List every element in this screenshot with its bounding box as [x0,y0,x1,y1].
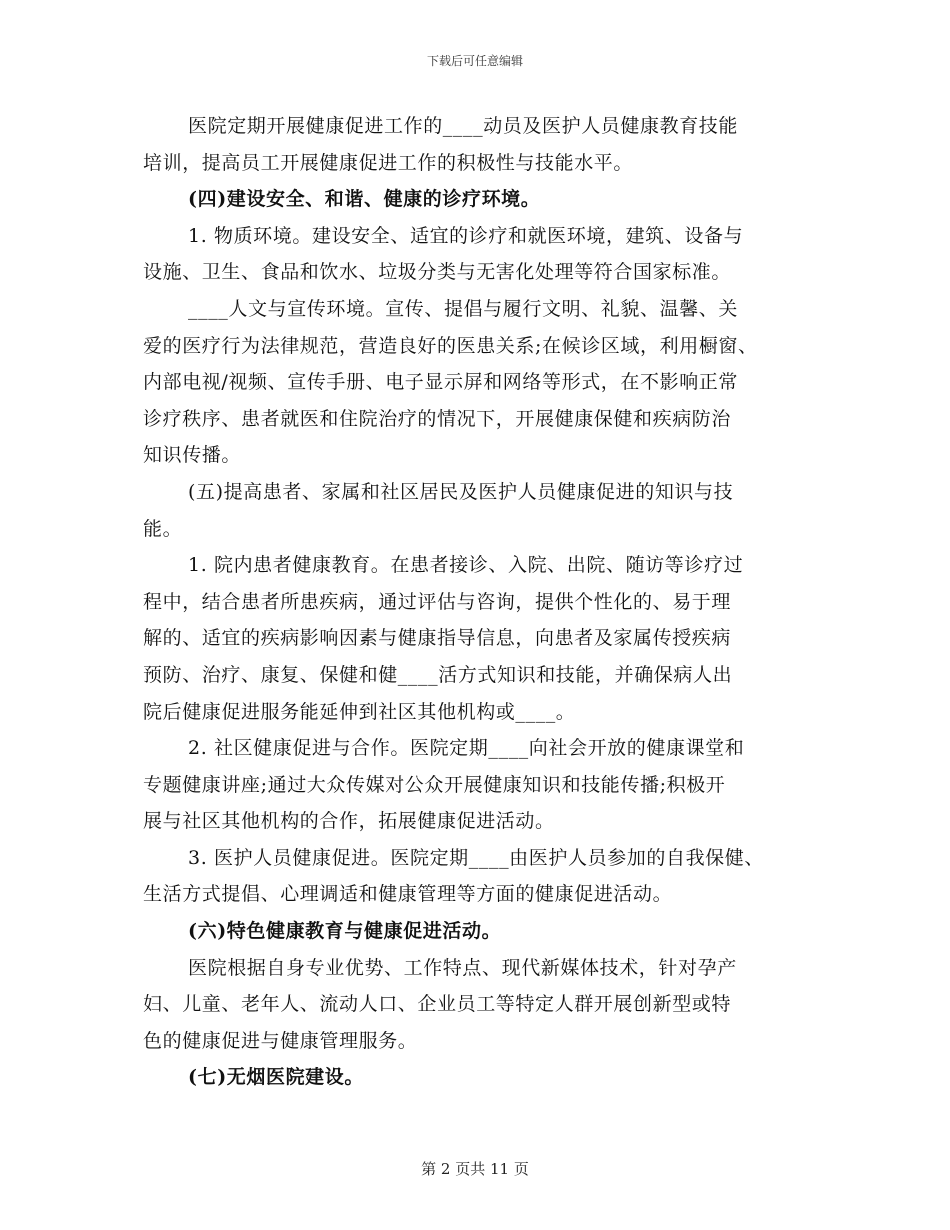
text-line: 能。 [143,517,183,540]
page-footer: 第 2 页共 11 页 [421,1160,529,1178]
text-line: 预防、治疗、康复、保健和健____活方式知识和技能，并确保病人出 [143,663,733,686]
text-line: 知识传播。 [143,444,242,467]
text-line: (五)提高患者、家属和社区居民及医护人员健康促进的知识与技 [188,480,734,503]
text-line: 设施、卫生、食品和饮水、垃圾分类与无害化处理等符合国家标准。 [143,261,732,284]
text-line: 1. 院内患者健康教育。在患者接诊、入院、出院、随访等诊疗过 [188,554,744,577]
text-line: 院后健康促进服务能延伸到社区其他机构或____。 [143,700,576,723]
document-body [143,108,823,1096]
section-heading: (七)无烟医院建设。 [188,1066,364,1089]
text-line: 2. 社区健康促进与合作。医院定期____向社会开放的健康课堂和 [188,737,745,760]
page-header: 下载后可任意编辑 [426,54,523,68]
section-heading: (四)建设安全、和谐、健康的诊疗环境。 [188,188,541,211]
text-line: 程中，结合患者所患疾病，通过评估与咨询，提供个性化的、易于理 [143,590,732,613]
text-line: 医院根据自身专业优势、工作特点、现代新媒体技术，针对孕产 [188,956,737,979]
text-line: 内部电视/视频、宣传手册、电子显示屏和网络等形式，在不影响正常 [143,371,739,394]
text-line: 色的健康促进与健康管理服务。 [143,1029,418,1052]
text-line: 妇、儿童、老年人、流动人口、企业员工等特定人群开展创新型或特 [143,993,732,1016]
text-line: 展与社区其他机构的合作，拓展健康促进活动。 [143,810,555,833]
text-line: 医院定期开展健康促进工作的____动员及医护人员健康教育技能 [188,115,739,137]
text-line: 3. 医护人员健康促进。医院定期____由医护人员参加的自我保健、 [188,846,764,869]
text-line: 1. 物质环境。建设安全、适宜的诊疗和就医环境，建筑、设备与 [188,224,744,247]
text-line: 培训，提高员工开展健康促进工作的积极性与技能水平。 [143,151,634,174]
section-heading: (六)特色健康教育与健康促进活动。 [188,920,502,943]
text-line: ____人文与宣传环境。宣传、提倡与履行文明、礼貌、温馨、关 [188,297,739,320]
text-line: 解的、适宜的疾病影响因素与健康指导信息，向患者及家属传授疾病 [143,627,732,650]
text-line: 专题健康讲座;通过大众传媒对公众开展健康知识和技能传播;积极开 [143,773,726,796]
text-line: 生活方式提倡、心理调适和健康管理等方面的健康促进活动。 [143,883,673,906]
text-line: 诊疗秩序、患者就医和住院治疗的情况下，开展健康保健和疾病防治 [143,407,732,430]
text-line: 爱的医疗行为法律规范，营造良好的医患关系;在候诊区域，利用橱窗、 [143,334,758,357]
